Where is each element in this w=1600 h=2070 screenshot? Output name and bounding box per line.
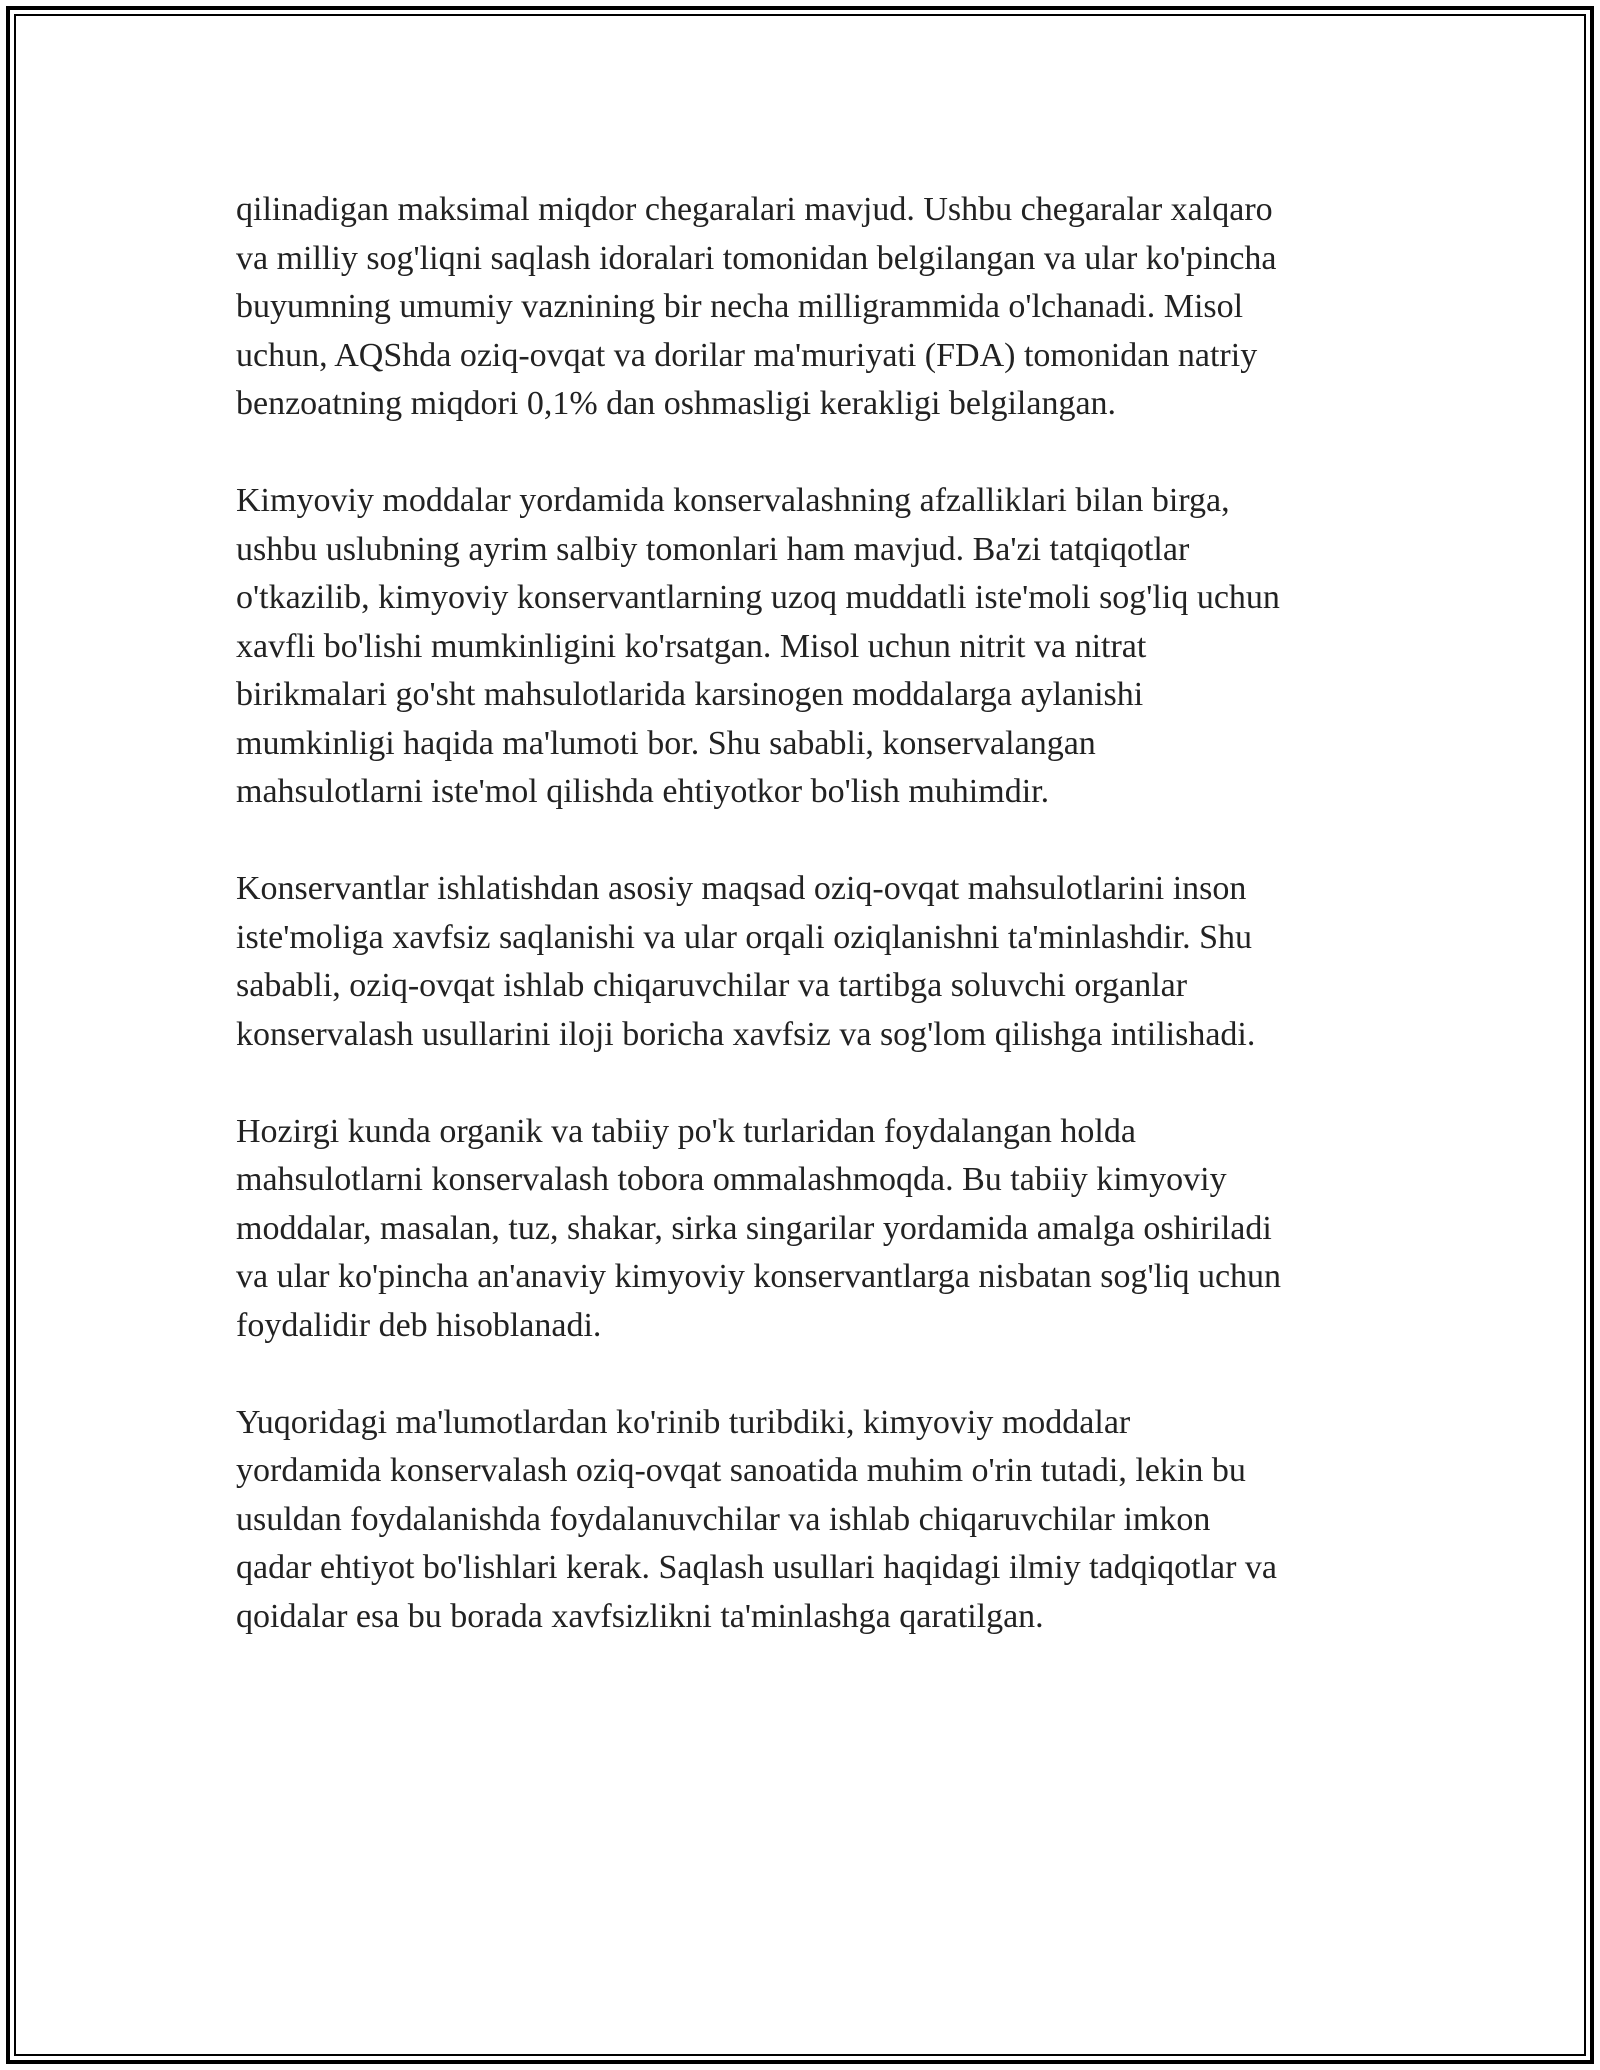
text-line: birikmalari go'sht mahsulotlarida karsinogen moddalarga aylanishi [236, 676, 1144, 713]
paragraph [236, 1399, 1396, 1642]
text-line: sababli, oziq-ovqat ishlab chiqaruvchilar va tartibga soluvchi organlar [236, 967, 1188, 1004]
text-line: yordamida konservalash oziq-ovqat sanoatida muhim o'rin tutadi, lekin bu [236, 1452, 1246, 1489]
text-line: Hozirgi kunda organik va tabiiy po'k turlaridan foydalangan holda [236, 1112, 1136, 1150]
text-line: qadar ehtiyot bo'lishlari kerak. Saqlash usullari haqidagi ilmiy tadqiqotlar va [236, 1549, 1277, 1586]
text-line: uchun, AQShda oziq-ovqat va dorilar ma'muriyati (FDA) tomonidan natriy [236, 336, 1258, 374]
paragraph [236, 865, 1396, 1059]
paragraph [236, 1108, 1396, 1351]
text-line: usuldan foydalanishda foydalanuvchilar va ishlab chiqaruvchilar imkon [236, 1500, 1211, 1538]
text-line: qoidalar esa bu borada xavfsizlikni ta'minlashga qaratilgan. [236, 1597, 1044, 1635]
text-line: xavfli bo'lishi mumkinligini ko'rsatgan. Misol uchun nitrit va nitrat [236, 627, 1147, 665]
text-line: mahsulotlarni konservalash tobora ommalashmoqda. Bu tabiiy kimyoviy [236, 1161, 1227, 1198]
text-line: Yuqoridagi ma'lumotlardan ko'rinib turibdiki, kimyoviy moddalar [236, 1403, 1131, 1441]
paragraph [236, 186, 1396, 429]
text-line: ushbu uslubning ayrim salbiy tomonlari ham mavjud. Ba'zi tatqiqotlar [236, 530, 1190, 568]
text-line: o'tkazilib, kimyoviy konservantlarning uzoq muddatli iste'moli sog'liq uchun [236, 579, 1280, 616]
text-line: iste'moliga xavfsiz saqlanishi va ular orqali oziqlanishni ta'minlashdir. Shu [236, 918, 1253, 956]
paragraph [236, 477, 1396, 817]
text-line: va milliy sog'liqni saqlash idoralari tomonidan belgilangan va ular ko'pincha [236, 239, 1277, 277]
text-line: mumkinligi haqida ma'lumoti bor. Shu sababli, konservalangan [236, 724, 1096, 762]
text-line: benzoatning miqdori 0,1% dan oshmasligi kerakligi belgilangan. [236, 385, 1117, 422]
text-line: konservalash usullarini iloji boricha xavfsiz va sog'lom qilishga intilishadi. [236, 1015, 1256, 1053]
text-line: qilinadigan maksimal miqdor chegaralari mavjud. Ushbu chegaralar xalqaro [236, 191, 1273, 228]
text-line: moddalar, masalan, tuz, shakar, sirka singarilar yordamida amalga oshiriladi [236, 1209, 1272, 1247]
text-line: Konservantlar ishlatishdan asosiy maqsad oziq-ovqat mahsulotlarini inson [236, 870, 1247, 907]
text-line: Kimyoviy moddalar yordamida konservalashning afzalliklari bilan birga, [236, 482, 1230, 519]
text-line: foydalidir deb hisoblanadi. [236, 1306, 602, 1344]
document-body [236, 186, 1396, 1690]
text-line: mahsulotlarni iste'mol qilishda ehtiyotkor bo'lish muhimdir. [236, 773, 1050, 810]
text-line: va ular ko'pincha an'anaviy kimyoviy konservantlarga nisbatan sog'liq uchun [236, 1258, 1282, 1295]
text-line: buyumning umumiy vaznining bir necha milligrammida o'lchanadi. Misol [236, 288, 1244, 325]
